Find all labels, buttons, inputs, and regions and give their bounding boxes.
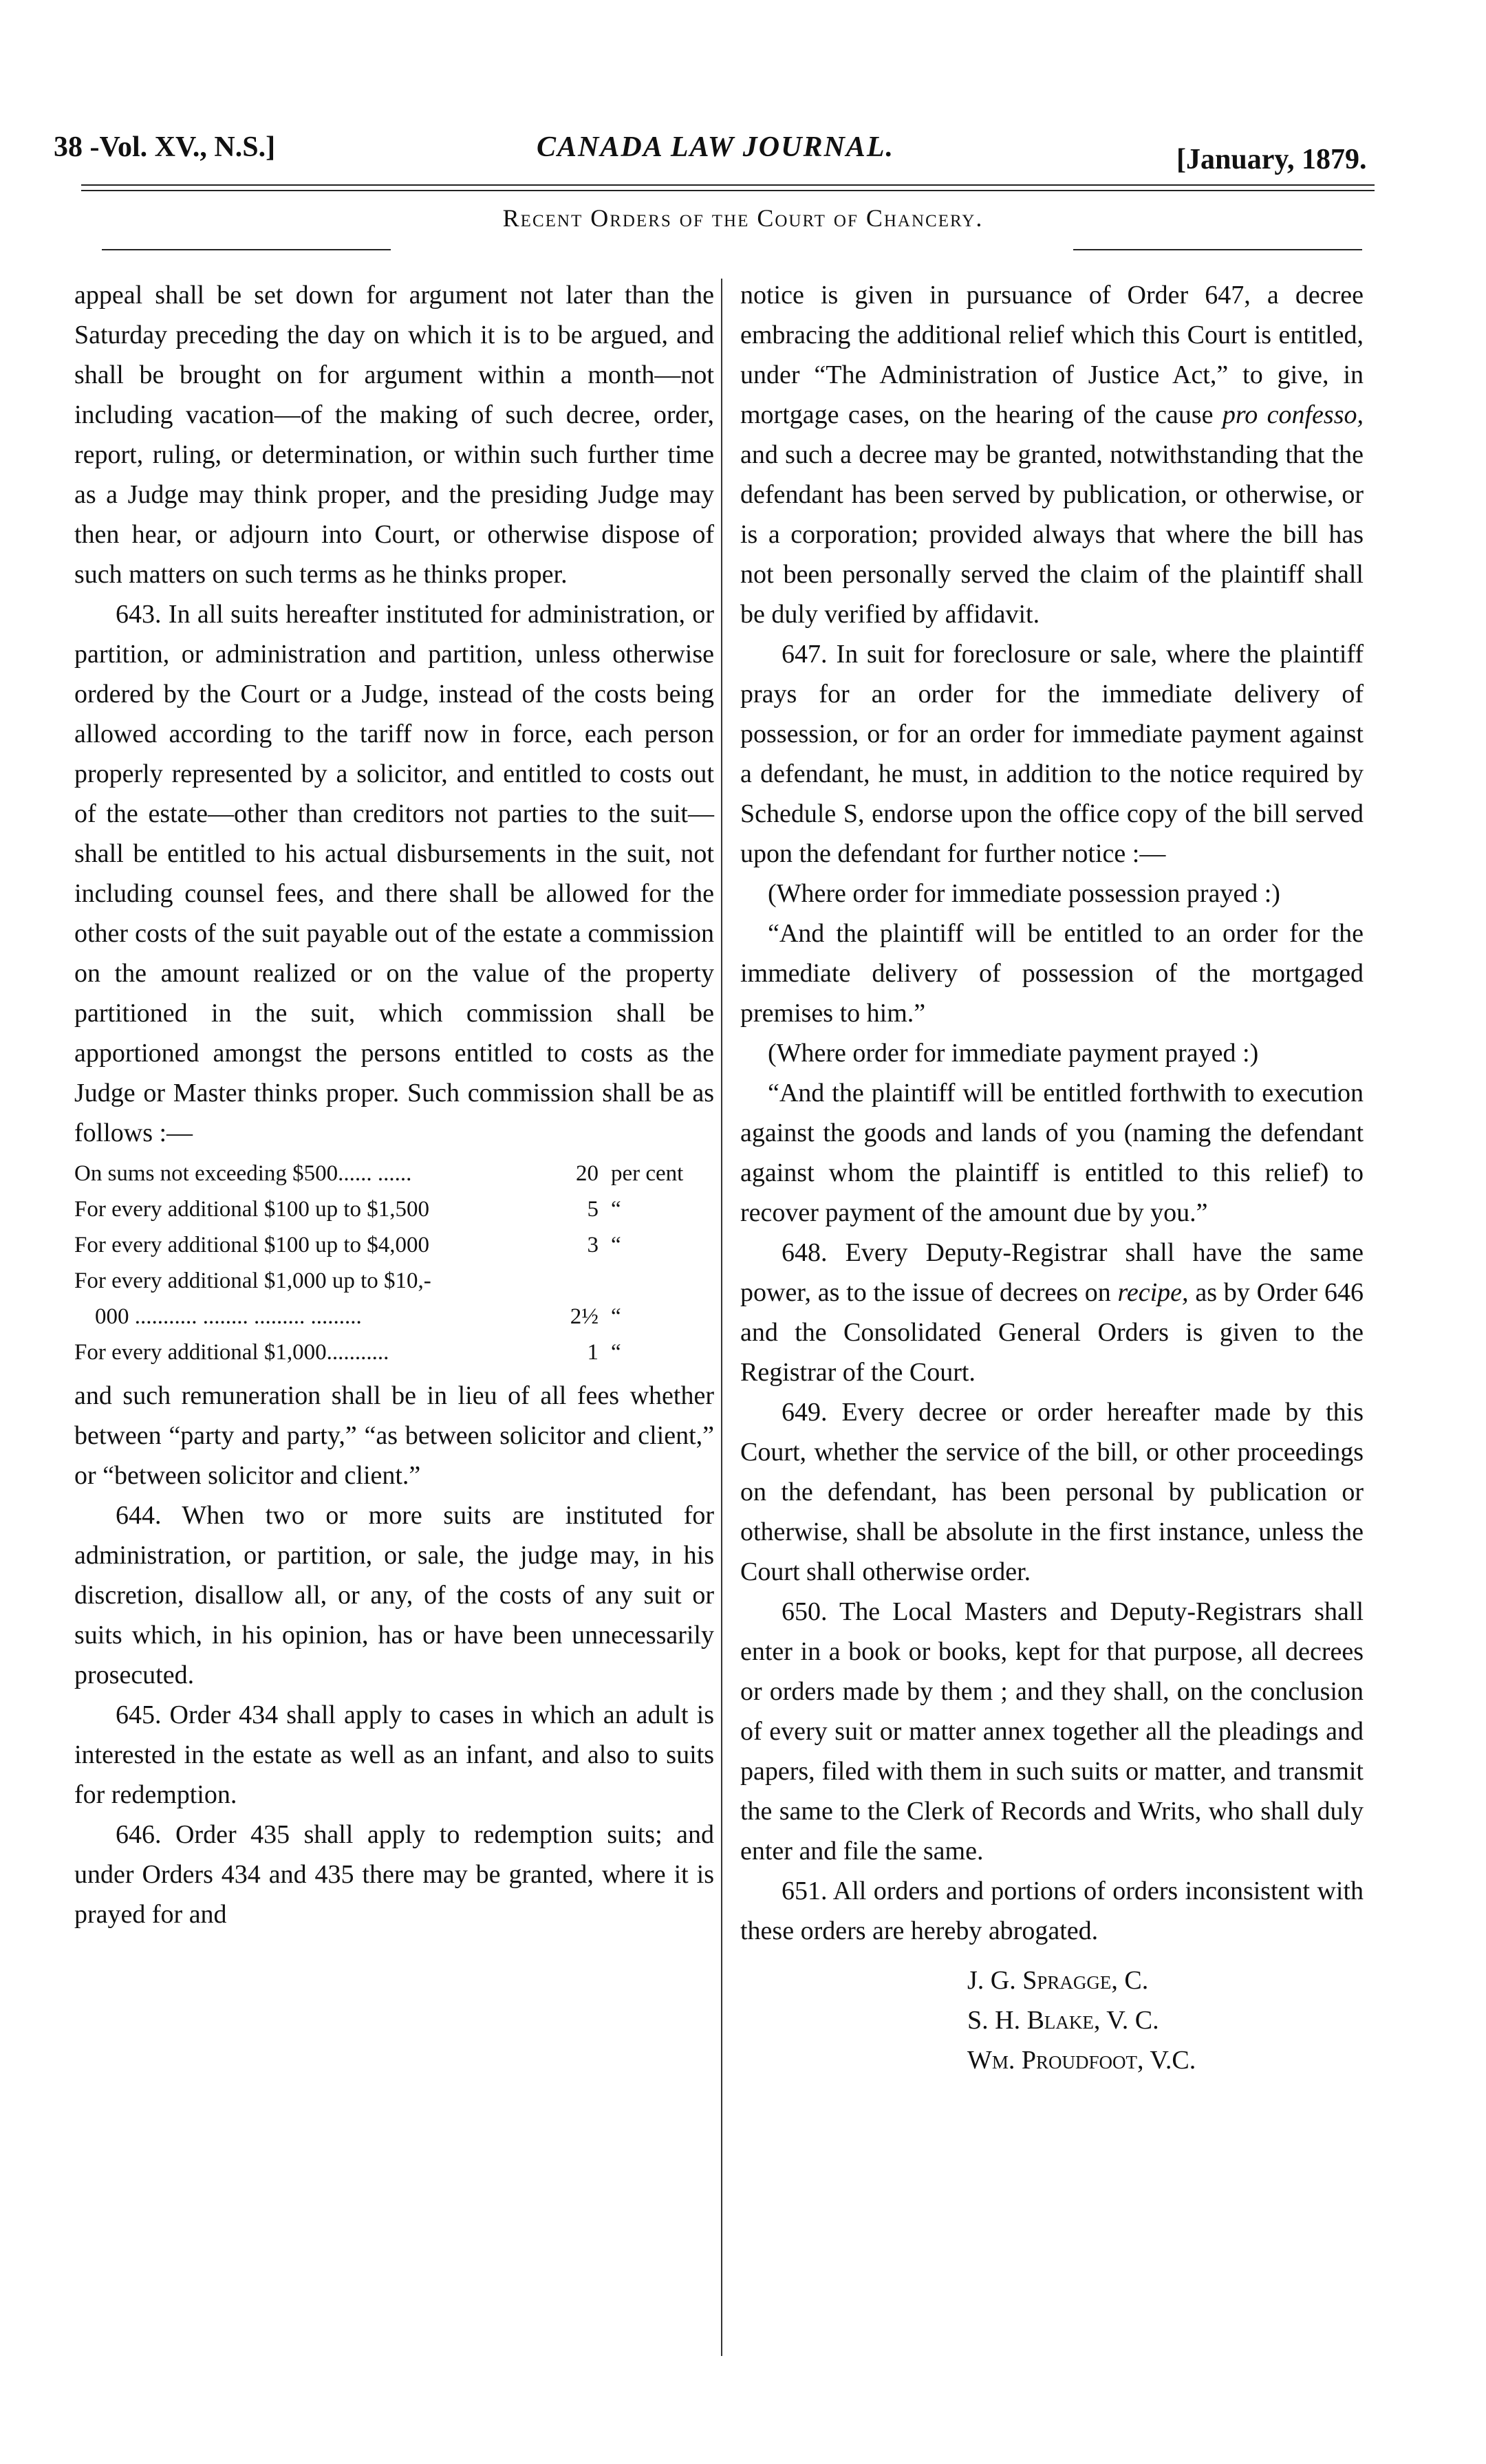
row-unit: “: [611, 1304, 621, 1329]
row-description: 000 ........... ........ ......... .........: [95, 1304, 362, 1329]
journal-title: CANADA LAW JOURNAL.: [537, 131, 894, 163]
row-unit: per cent: [611, 1161, 684, 1186]
header-rule-top: [81, 184, 1375, 186]
row-description: For every additional $1,000...........: [74, 1340, 389, 1365]
row-value: [530, 1263, 599, 1299]
italic-phrase: pro confesso,: [1222, 400, 1364, 429]
quote-possession: “And the plaintiff will be entitled to an order for the immediate delivery of possession of the mortgaged premises to him.”: [740, 919, 1364, 1028]
row-description: For every additional $1,000 up to $10,-: [74, 1268, 431, 1293]
row-description: On sums not exceeding $500...... ......: [74, 1161, 412, 1186]
paragraph-649: 649. Every decree or order hereafter made by this Court, whether the service of the bill, or other proceedings on the defendant, has been personal by publication or otherwise, shall be absolute in the first instance, unless the Court shall otherwise order.: [740, 1398, 1364, 1586]
row-value: 3: [587, 1233, 599, 1257]
header-rule-bottom: [81, 190, 1375, 191]
right-column: [740, 275, 1364, 2080]
signatures: [740, 1960, 1364, 2080]
italic-phrase: recipe,: [1117, 1278, 1189, 1307]
quote-heading-payment: (Where order for immediate payment prayed :): [768, 1039, 1259, 1068]
title-rule-right: [1073, 249, 1362, 250]
left-column: [74, 275, 714, 1934]
signature-line: J. G. Spragge, C.: [967, 1966, 1149, 1995]
paragraph-646: 646. Order 435 shall apply to redemption suits; and under Orders 434 and 435 there may be granted, where it is prayed for and: [74, 1820, 714, 1929]
section-title: Recent Orders of the Court of Chancery.: [502, 204, 984, 232]
paragraph-651: 651. All orders and portions of orders inconsistent with these orders are hereby abrogated.: [740, 1877, 1364, 1945]
text-segment: 648. Every Deputy-Registrar shall have the same power, as to the issue of decrees on: [740, 1238, 1364, 1307]
table-row: [74, 1156, 714, 1191]
text-segment: and such a decree may be granted, notwithstanding that the defendant has been served by publication, or otherwise, or is a corporation; provided always that where the bill has not been personally served the claim of the plaintiff shall be duly verified by affidavit.: [740, 440, 1364, 629]
text-segment: as by Order 646 and the Consolidated General Orders is given to the Registrar of the Court.: [740, 1278, 1364, 1387]
paragraph-648: [740, 1233, 1364, 1392]
quote-payment: “And the plaintiff will be entitled forthwith to execution against the goods and lands of you (naming the defendant against whom the plaintiff is entitled to this relief) to recover payment of the amount due by you.”: [740, 1079, 1364, 1227]
paragraph-646-continued: [740, 275, 1364, 634]
table-row: [74, 1299, 714, 1334]
quote-heading-possession: (Where order for immediate possession prayed :): [768, 879, 1280, 908]
row-value: 1: [587, 1340, 599, 1365]
table-row: [74, 1263, 714, 1299]
row-description: For every additional $100 up to $1,500: [74, 1197, 430, 1222]
table-row: [74, 1191, 714, 1227]
row-value: 2½: [570, 1304, 599, 1329]
row-value: 5: [587, 1197, 599, 1222]
issue-date: [January, 1879.: [1176, 144, 1367, 175]
row-value: 20: [576, 1161, 599, 1186]
page-number-volume: 38 -Vol. XV., N.S.]: [54, 131, 276, 163]
paragraph-647: 647. In suit for foreclosure or sale, where the plaintiff prays for an order for the immediate delivery of possession, or for an order for immediate payment against a defendant, he must, in addition to the notice required by Schedule S, endorse upon the office copy of the bill served upon the defendant for further notice :—: [740, 640, 1364, 868]
signature-line: Wm. Proudfoot, V.C.: [967, 2046, 1196, 2075]
title-rule-left: [102, 249, 391, 250]
paragraph-continued: appeal shall be set down for argument not later than the Saturday preceding the day on which it is to be argued, and shall be brought on for argument within a month—not including vacation—of the making of such decree, order, report, ruling, or determination, or within such further time as a Judge may think proper, and the presiding Judge may then hear, or adjourn into Court, or otherwise dispose of such matters on such terms as he thinks proper.: [74, 281, 714, 589]
row-unit: “: [611, 1233, 621, 1257]
paragraph-643: 643. In all suits hereafter instituted for administration, or partition, or administration and partition, unless otherwise ordered by the Court or a Judge, instead of the costs being allowed according to the tariff now in force, each person properly represented by a solicitor, and entitled to costs out of the estate—other than creditors not parties to the suit—shall be entitled to his actual disbursements in the suit, not including counsel fees, and there shall be allowed for the other costs of the suit payable out of the estate a commission on the amount realized or on the value of the property partitioned in the suit, which commission shall be apportioned amongst the persons entitled to costs as the Judge or Master thinks proper. Such commission shall be as follows :—: [74, 600, 714, 1147]
row-unit: “: [611, 1340, 621, 1365]
signature-line: S. H. Blake, V. C.: [967, 2006, 1159, 2035]
commission-table: [74, 1156, 714, 1370]
row-description: For every additional $100 up to $4,000: [74, 1233, 430, 1257]
table-row: [74, 1334, 714, 1370]
text-segment: notice is given in pursuance of Order 647, a decree embracing the additional relief which this Court is entitled, under “The Administration of Justice Act,” to give, in mortgage cases, on the hearing of the cause: [740, 281, 1364, 429]
paragraph-650: 650. The Local Masters and Deputy-Registrars shall enter in a book or books, kept for that purpose, all decrees or orders made by them ; and they shall, on the conclusion of every suit or matter annex together all the pleadings and papers, filed with them in such suits or matter, and transmit the same to the Clerk of Records and Writs, who shall duly enter and file the same.: [740, 1597, 1364, 1866]
column-divider: [721, 279, 722, 2356]
paragraph-644: 644. When two or more suits are instituted for administration, or partition, or sale, the judge may, in his discretion, disallow all, or any, of the costs of any suit or suits which, in his opinion, has or have been unnecessarily prosecuted.: [74, 1501, 714, 1689]
table-row: [74, 1227, 714, 1263]
row-unit: [599, 1263, 714, 1299]
paragraph-643-continued: and such remuneration shall be in lieu of all fees whether between “party and party,” “as between solicitor and client,” or “between solicitor and client.”: [74, 1381, 714, 1490]
row-unit: “: [611, 1197, 621, 1222]
paragraph-645: 645. Order 434 shall apply to cases in which an adult is interested in the estate as well as an infant, and also to suits for redemption.: [74, 1700, 714, 1809]
